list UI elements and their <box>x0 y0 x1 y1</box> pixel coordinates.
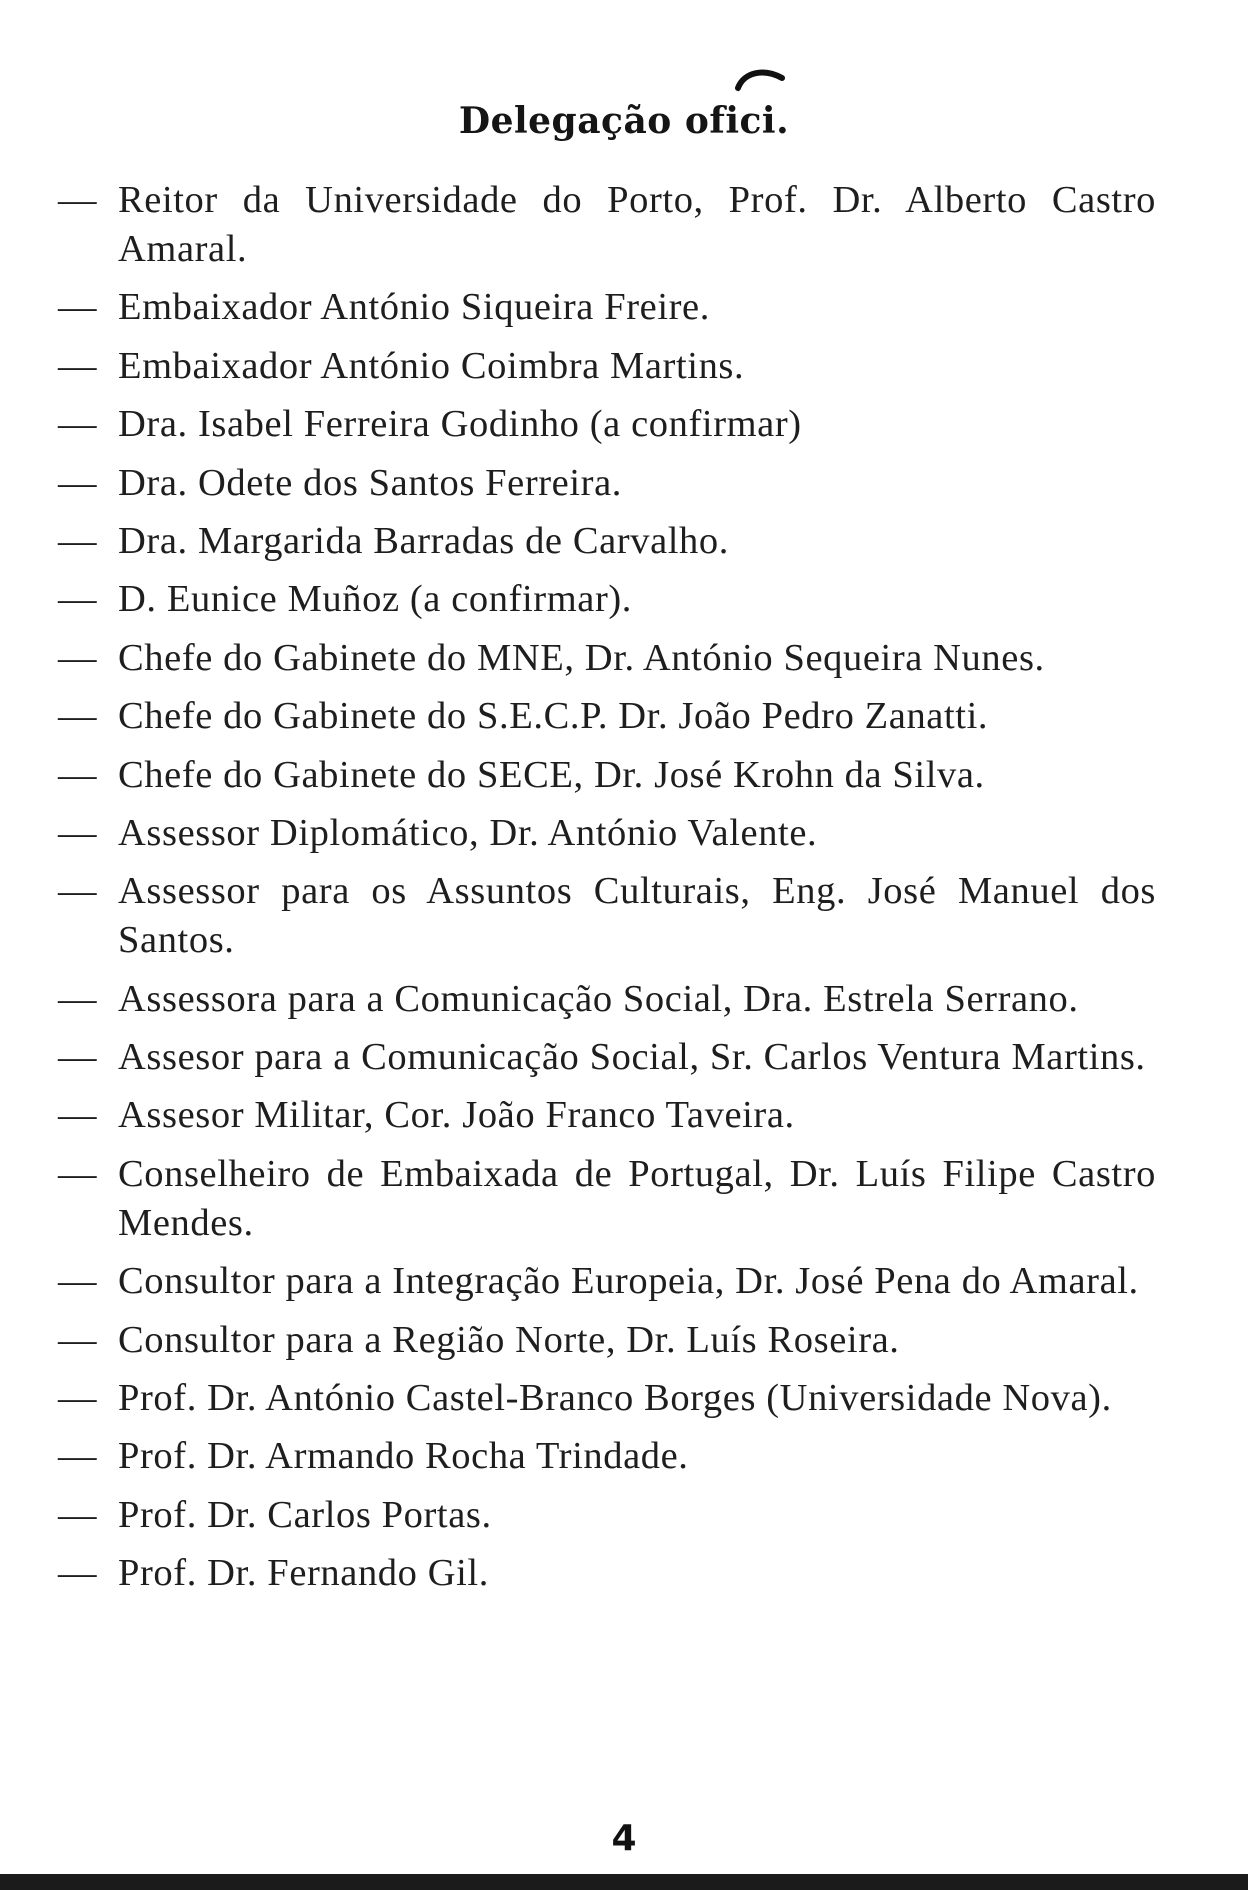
list-item-text: Dra. Margarida Barradas de Carvalho. <box>118 519 729 562</box>
list-item-text: Chefe do Gabinete do MNE, Dr. António Sequeira Nunes. <box>118 636 1045 679</box>
dash-marker: — <box>58 1152 97 1195</box>
list-item-text: Conselheiro de Embaixada de Portugal, Dr. Luís Filipe Castro Mendes. <box>118 1152 1156 1244</box>
list-item-text: Chefe do Gabinete do SECE, Dr. José Krohn da Silva. <box>118 753 985 796</box>
list-item <box>58 975 1156 1024</box>
list-item <box>58 517 1156 566</box>
handwritten-mark-icon <box>734 66 786 92</box>
list-item-text: Embaixador António Siqueira Freire. <box>118 286 710 329</box>
list-item <box>58 692 1156 741</box>
page-number: 4 <box>611 1818 637 1859</box>
list-item-text: Dra. Odete dos Santos Ferreira. <box>118 461 622 504</box>
dash-marker: — <box>58 578 97 621</box>
dash-marker: — <box>58 1377 97 1420</box>
list-item <box>58 176 1156 274</box>
list-item <box>58 459 1156 508</box>
dash-marker: — <box>58 344 97 387</box>
list-item-text: Assessor para os Assuntos Culturais, Eng. José Manuel dos Santos. <box>118 870 1156 962</box>
dash-marker: — <box>58 461 97 504</box>
dash-marker: — <box>58 1493 97 1536</box>
list-item <box>58 1374 1156 1423</box>
dash-marker: — <box>58 403 97 446</box>
list-item-text: Assesor para a Comunicação Social, Sr. Carlos Ventura Martins. <box>118 1036 1146 1079</box>
list-item <box>58 1091 1156 1140</box>
dash-marker: — <box>58 179 97 221</box>
list-item <box>58 634 1156 683</box>
list-item-text: Prof. Dr. Carlos Portas. <box>118 1493 492 1536</box>
list-item <box>58 1150 1156 1248</box>
dash-marker: — <box>58 977 97 1020</box>
list-item <box>58 1033 1156 1082</box>
dash-marker: — <box>58 1094 97 1137</box>
list-item <box>58 400 1156 449</box>
list-item <box>58 1491 1156 1540</box>
list-item <box>58 867 1156 965</box>
delegation-list <box>58 176 1156 1608</box>
dash-marker: — <box>58 1036 97 1079</box>
list-item-text: Reitor da Universidade do Porto, Prof. Dr. Alberto Castro Amaral. <box>118 179 1156 270</box>
list-item-text: Assessor Diplomático, Dr. António Valente. <box>118 811 818 854</box>
list-item-text: Chefe do Gabinete do S.E.C.P. Dr. João Pedro Zanatti. <box>118 695 989 738</box>
list-item-text: Consultor para a Região Norte, Dr. Luís Roseira. <box>118 1318 900 1361</box>
list-item <box>58 1549 1156 1598</box>
list-item-text: Dra. Isabel Ferreira Godinho (a confirmar) <box>118 403 802 446</box>
list-item <box>58 751 1156 800</box>
list-item <box>58 575 1156 624</box>
dash-marker: — <box>58 519 97 562</box>
list-item-text: Consultor para a Integração Europeia, Dr. José Pena do Amaral. <box>118 1260 1139 1303</box>
dash-marker: — <box>58 1260 97 1303</box>
scan-border <box>0 1874 1248 1890</box>
list-item-text: Prof. Dr. Armando Rocha Trindade. <box>118 1435 689 1478</box>
list-item <box>58 1316 1156 1365</box>
dash-marker: — <box>58 636 97 679</box>
list-item-text: Prof. Dr. Fernando Gil. <box>118 1552 489 1595</box>
list-item-text: D. Eunice Muñoz (a confirmar). <box>118 578 633 621</box>
dash-marker: — <box>58 286 97 329</box>
list-item-text: Assessora para a Comunicação Social, Dra. Estrela Serrano. <box>118 977 1079 1020</box>
dash-marker: — <box>58 695 97 738</box>
dash-marker: — <box>58 1552 97 1595</box>
dash-marker: — <box>58 811 97 854</box>
list-item-text: Prof. Dr. António Castel-Branco Borges (Universidade Nova). <box>118 1377 1112 1420</box>
document-title: Delegação ofici. <box>458 100 790 142</box>
list-item <box>58 1257 1156 1306</box>
dash-marker: — <box>58 870 97 913</box>
list-item-text: Embaixador António Coimbra Martins. <box>118 344 745 387</box>
dash-marker: — <box>58 753 97 796</box>
list-item <box>58 1432 1156 1481</box>
list-item-text: Assesor Militar, Cor. João Franco Taveira. <box>118 1094 795 1137</box>
list-item <box>58 342 1156 391</box>
list-item <box>58 809 1156 858</box>
dash-marker: — <box>58 1318 97 1361</box>
list-item <box>58 283 1156 332</box>
dash-marker: — <box>58 1435 97 1478</box>
